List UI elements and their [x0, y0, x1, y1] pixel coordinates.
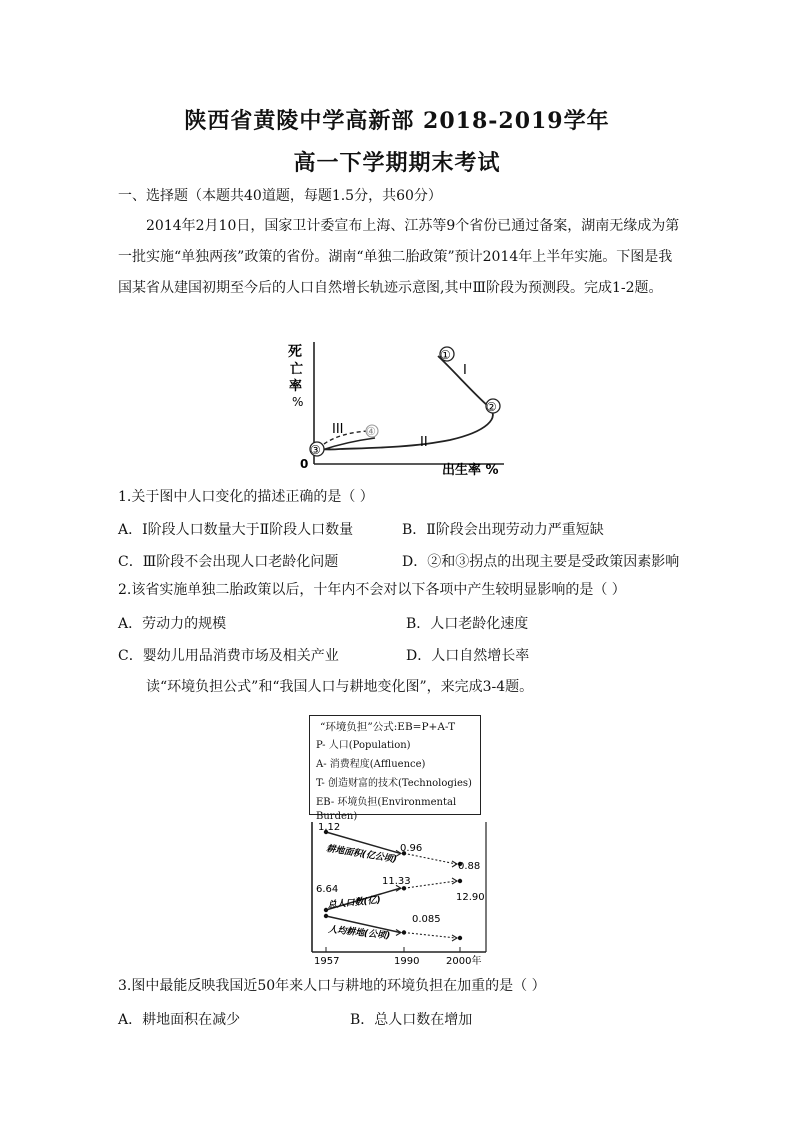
x-label-1990: 1990: [394, 956, 420, 966]
formula-line-a: A- 消费程度(Affluence): [316, 759, 426, 770]
stage-i-label: I: [463, 363, 467, 378]
x-label-1957: 1957: [314, 956, 340, 966]
origin-label: 0: [300, 457, 309, 471]
formula-line-eb: EB- 环境负担(Environmental Burden): [316, 797, 457, 822]
series-2-segment-1: [404, 933, 456, 939]
y-axis-label-1: 死: [288, 344, 302, 360]
series-2-point-2: [458, 936, 462, 940]
q1-option-d: D．②和③拐点的出现主要是受政策因素影响: [402, 554, 680, 570]
series-label-farmland: 耕地面积(亿公顷): [325, 844, 398, 866]
read-instruction: 读“环境负担公式”和“我国人口与耕地变化图”，来完成3-4题。: [146, 679, 534, 695]
point-2-label: ②: [486, 400, 497, 414]
question-1-stem: 1.关于图中人口变化的描述正确的是（ ）: [118, 489, 374, 505]
formula-title: “环境负担”公式:EB=P+A-T: [320, 721, 456, 733]
point-3-label: ③: [310, 443, 321, 457]
q2-option-c: C．婴幼儿用品消费市场及相关产业: [118, 648, 339, 664]
series-label-population: 总人口数(亿): [327, 895, 382, 911]
q3-option-b: B．总人口数在增加: [350, 1012, 473, 1028]
series-0-segment-1: [404, 853, 456, 864]
value-population-2000: 12.90: [456, 892, 485, 903]
value-farmland-2000: 0.88: [458, 861, 481, 872]
point-4-label: ④: [366, 425, 376, 438]
value-farmland-1990: 0.96: [400, 843, 423, 854]
value-farmland-1957: 1.12: [318, 822, 341, 833]
point-1-label: ①: [440, 348, 451, 362]
stage-iii-dashed: [324, 431, 368, 444]
value-population-1957: 6.64: [316, 884, 339, 895]
question-2-stem: 2.该省实施单独二胎政策以后，十年内不会对以下各项中产生较明显影响的是（ ）: [118, 582, 626, 598]
stage-iii-label: III: [332, 422, 344, 437]
q2-option-a: A．劳动力的规模: [118, 616, 227, 632]
x-axis-label: 出生率 %: [442, 463, 499, 478]
formula-line-p: P- 人口(Population): [316, 740, 411, 751]
stage-ii-label: II: [420, 435, 428, 450]
x-label-2000: 2000年: [446, 956, 482, 966]
y-axis-label-2: 亡: [290, 362, 304, 377]
page-title-line2: 高一下学期期末考试: [293, 150, 501, 176]
q1-option-a: A．I阶段人口数量大于Ⅱ阶段人口数量: [118, 522, 354, 538]
value-population-1990: 11.33: [382, 876, 411, 887]
series-1-point-2: [458, 879, 462, 883]
y-axis-label-4: %: [292, 395, 304, 409]
formula-box: [309, 715, 481, 822]
series-label-per-capita: 人均耕地(公顷): [327, 925, 391, 942]
series-1-segment-1: [404, 881, 456, 888]
series-2-point-0: [324, 914, 328, 918]
formula-line-t: T- 创造财富的技术(Technologies): [316, 778, 472, 789]
q3-option-a: A．耕地面积在减少: [118, 1012, 241, 1028]
y-axis-label-3: 率: [289, 379, 303, 394]
question-3-stem: 3.图中最能反映我国近50年来人口与耕地的环境负担在加重的是（ ）: [118, 978, 546, 994]
q2-option-d: D．人口自然增长率: [406, 648, 530, 664]
population-trajectory-figure: [280, 336, 520, 478]
value-per-capita-1990: 0.085: [412, 914, 441, 925]
intro-paragraph: 2014年2月10日，国家卫计委宣布上海、江苏等9个省份已通过备案，湖南无缘成为第一批实施“单独两孩”政策的省份。湖南“单独二胎政策”预计2014年上半年实施。下图是我国某省从建国初期至今后的人口自然增长轨迹示意图,其中Ⅲ阶段为预测段。完成1-2题。: [118, 218, 680, 296]
q1-option-c: C．Ⅲ阶段不会出现人口老龄化问题: [118, 554, 339, 570]
q1-option-b: B．Ⅱ阶段会出现劳动力严重短缺: [402, 522, 604, 538]
series-0-arrow-1: [452, 861, 457, 867]
page-title-line1: 陕西省黄陵中学高新部 2018-2019学年: [184, 108, 610, 134]
series-2-point-1: [402, 930, 406, 934]
population-farmland-chart: [308, 818, 494, 966]
q2-option-b: B．人口老龄化速度: [406, 616, 529, 632]
section-heading: 一、选择题（本题共40道题，每题1.5分，共60分）: [118, 188, 442, 204]
